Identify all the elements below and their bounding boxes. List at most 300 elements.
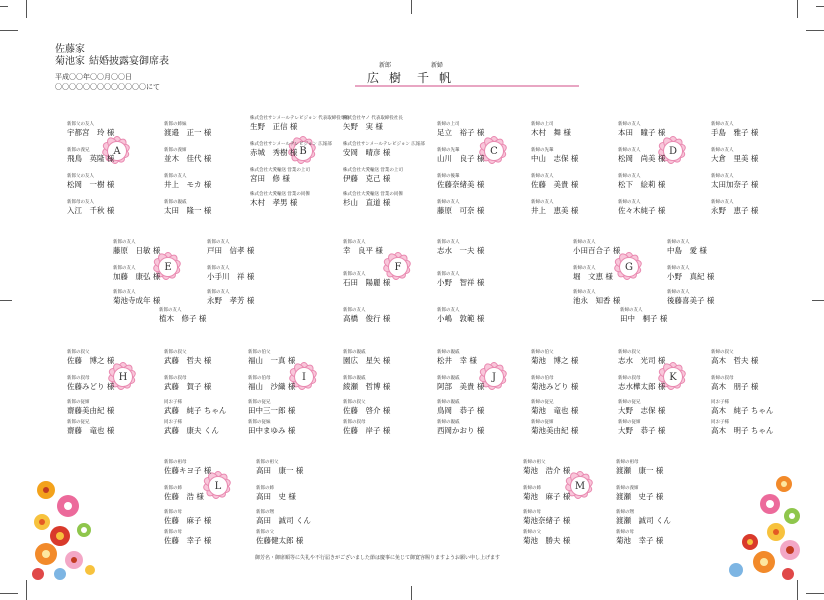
guest-name: 中島 愛 様 (667, 246, 707, 255)
guest-entry (437, 174, 529, 189)
guest-title: 新郎父の友人 (67, 122, 94, 127)
guest-entry (164, 510, 256, 525)
guest-title: 新郎の叔母 (343, 420, 366, 425)
guest-entry (711, 420, 803, 435)
guest-entry (343, 350, 435, 365)
guest-title: 株式会社サンメールテレビジョン 広報部 (343, 142, 425, 147)
guest-entry (343, 240, 435, 255)
guest-entry (113, 240, 205, 255)
table-label: M (570, 476, 590, 496)
guest-entry (616, 530, 708, 545)
guest-name: 松井 幸 様 (437, 356, 477, 365)
guest-title: 新郎の母 (164, 510, 182, 515)
guest-entry (343, 420, 435, 435)
guest-name: 佐藤 美貴 様 (531, 180, 579, 189)
guest-title: 新郎の友人 (207, 240, 230, 245)
guest-name: 永野 孝芳 様 (207, 296, 255, 305)
guest-entry (67, 400, 159, 415)
guest-title: 新婦の上司 (531, 122, 554, 127)
guest-entry (343, 168, 435, 183)
guest-name: 菊池奈緒子 様 (523, 516, 571, 525)
guest-title: 新郎の友人 (343, 272, 366, 277)
guest-title: 新郎の友人 (113, 266, 136, 271)
guest-entry (250, 116, 350, 131)
guest-entry (343, 116, 435, 131)
guest-name: 宮田 修 様 (250, 174, 290, 183)
guest-entry (618, 200, 710, 215)
guest-entry (711, 148, 803, 163)
guest-name: 齋藤 竜也 様 (67, 426, 115, 435)
guest-entry (159, 308, 251, 323)
guest-entry (618, 420, 710, 435)
guest-entry (531, 200, 623, 215)
guest-name: 高木 明子 ちゃん (711, 426, 774, 435)
guest-entry (523, 460, 615, 475)
guest-title: 新郎の友人 (164, 174, 187, 179)
guest-title: 新婦の友人 (620, 308, 643, 313)
guest-entry (250, 168, 342, 183)
guest-entry (164, 400, 256, 415)
guest-title: 新婦の親戚 (437, 420, 460, 425)
guest-entry (531, 420, 623, 435)
guest-title: 新郎の伯父 (248, 350, 271, 355)
crop-mark (797, 0, 798, 18)
crop-mark (816, 6, 824, 7)
guest-name: 加藤 康弘 様 (113, 272, 161, 281)
guest-entry (531, 400, 623, 415)
guest-title: 新婦の先輩 (531, 148, 554, 153)
guest-name: 小野 真紀 様 (667, 272, 715, 281)
guest-entry (207, 290, 299, 305)
guest-name: 太田加奈子 様 (711, 180, 759, 189)
guest-title: 新婦の友人 (618, 148, 641, 153)
guest-entry (248, 376, 340, 391)
guest-entry (250, 192, 342, 207)
guest-name: 高木 朋子 様 (711, 382, 759, 391)
guest-name: 菊池 浩介 様 (523, 466, 571, 475)
guest-name: 菊池美由紀 様 (531, 426, 579, 435)
guest-entry (256, 486, 348, 501)
guest-name: 田中まゆみ 様 (248, 426, 296, 435)
guest-title: 同お子様 (164, 420, 182, 425)
guest-title: 新郎の姉妹 (164, 122, 187, 127)
guest-entry (343, 376, 435, 391)
guest-name: 藤原 可奈 様 (437, 206, 485, 215)
guest-title: 新郎の父 (256, 530, 274, 535)
guest-title: 新婦の友人 (711, 122, 734, 127)
guest-entry (67, 350, 159, 365)
guest-title: 新婦の友人 (618, 200, 641, 205)
footer-note: 御芳名・御席順等に失礼や不行届きがございました節は慶事に免じて御寛容賜りますようお願い申し上げます (255, 555, 501, 561)
guest-entry (618, 400, 710, 415)
guest-name: 戸田 信孝 様 (207, 246, 255, 255)
crop-mark (0, 30, 18, 31)
guest-entry (164, 148, 256, 163)
guest-entry (437, 272, 529, 287)
guest-name: 佐藤奈緒美 様 (437, 180, 485, 189)
guest-entry (711, 376, 803, 391)
guest-title: 新婦の母 (523, 510, 541, 515)
guest-title: 新婦の叔母 (618, 376, 641, 381)
guest-title: 新婦の友人 (573, 266, 596, 271)
table-label: D (663, 141, 683, 161)
guest-title: 株式会社ヤノ 代表取締役社長 (343, 116, 403, 121)
guest-entry (207, 266, 299, 281)
table-label: H (113, 367, 133, 387)
guest-entry (711, 400, 803, 415)
document-title: 結婚披露宴御席表 (89, 56, 169, 67)
guest-title: 新婦の友人 (711, 148, 734, 153)
guest-name: 幸 良平 様 (343, 246, 383, 255)
guest-entry (343, 308, 435, 323)
guest-name: 菊池 勝夫 様 (523, 536, 571, 545)
guest-entry (523, 486, 615, 501)
guest-title: 株式会社大愛輸送 営業の上司 (343, 168, 403, 173)
guest-name: 佐藤 岸子 様 (343, 426, 391, 435)
guest-name: 木村 孝男 様 (250, 198, 298, 207)
guest-entry (437, 122, 529, 137)
guest-title: 新婦の友人 (667, 266, 690, 271)
guest-entry (711, 174, 803, 189)
guest-title: 新郎の叔母 (67, 376, 90, 381)
guest-name: 井上 モカ 様 (164, 180, 212, 189)
guest-title: 新婦の友人 (573, 290, 596, 295)
guest-name: 小田百合子 様 (573, 246, 621, 255)
crop-mark (812, 300, 824, 301)
guest-name: 佐藤 幸子 様 (164, 536, 212, 545)
guest-name: 佐藤 浩 様 (164, 492, 204, 501)
guest-entry (618, 148, 710, 163)
guest-title: 新婦の祖母 (616, 460, 639, 465)
guest-title: 新郎の従妹 (248, 420, 271, 425)
guest-title: 新郎の親戚 (343, 350, 366, 355)
guest-name: 大野 恭子 様 (618, 426, 666, 435)
guest-entry (207, 240, 299, 255)
guest-name: 菊池寺成年 様 (113, 296, 161, 305)
guest-title: 同お子様 (164, 400, 182, 405)
guest-name: 高木 哲夫 様 (711, 356, 759, 365)
guest-entry (248, 420, 340, 435)
guest-title: 新郎の親戚 (164, 200, 187, 205)
guest-title: 新郎の姉 (256, 486, 274, 491)
flower-decoration-right (722, 470, 802, 580)
guest-name: 安岡 晴彦 様 (343, 148, 391, 157)
guest-entry (573, 240, 665, 255)
guest-entry (164, 530, 256, 545)
guest-name: 後藤喜美子 様 (667, 296, 715, 305)
guest-title: 株式会社大愛輸送 営業の上司 (250, 168, 310, 173)
guest-title: 株式会社サンメールテレビジョン 広報部 (250, 142, 332, 147)
guest-name: 並木 佳代 様 (164, 154, 212, 163)
guest-title: 新婦の親戚 (437, 400, 460, 405)
guest-entry (573, 290, 665, 305)
guest-name: 井上 恵美 様 (531, 206, 579, 215)
guest-name: 池永 知香 様 (573, 296, 621, 305)
guest-name: 佐々木純子 様 (618, 206, 666, 215)
guest-name: 武藤 康夫 くん (164, 426, 219, 435)
guest-name: 植木 修子 様 (159, 314, 207, 323)
guest-entry (343, 400, 435, 415)
crop-mark (411, 0, 412, 14)
guest-name: 足立 裕子 様 (437, 128, 485, 137)
guest-name: 福山 沙織 様 (248, 382, 296, 391)
crop-mark (806, 30, 824, 31)
guest-name: 手島 雅子 様 (711, 128, 759, 137)
guest-entry (437, 200, 529, 215)
guest-entry (437, 350, 529, 365)
guest-title: 新郎の義姉 (164, 148, 187, 153)
guest-title: 新婦の伯父 (531, 350, 554, 355)
guest-name: 志水樺太郎 様 (618, 382, 666, 391)
guest-entry (67, 200, 159, 215)
guest-entry (531, 148, 623, 163)
guest-name: 菊池 幸子 様 (616, 536, 664, 545)
guest-entry (250, 142, 342, 157)
guest-title: 新郎の友人 (113, 240, 136, 245)
guest-entry (523, 530, 615, 545)
guest-name: 大野 志保 様 (618, 406, 666, 415)
guest-title: 新婦の父 (523, 530, 541, 535)
guest-title: 新郎の友人 (113, 290, 136, 295)
guest-entry (164, 200, 256, 215)
table-label: B (293, 141, 313, 161)
couple-underline (355, 85, 579, 87)
guest-name: 高田 康一 様 (256, 466, 304, 475)
guest-name: 志水 一夫 様 (437, 246, 485, 255)
guest-title: 新郎母の友人 (67, 200, 94, 205)
guest-entry (164, 460, 256, 475)
guest-title: 新郎の従兄 (67, 420, 90, 425)
guest-name: 佐藤みどり 様 (67, 382, 115, 391)
crop-mark (0, 300, 12, 301)
guest-title: 同お子様 (711, 420, 729, 425)
guest-entry (573, 266, 665, 281)
guest-title: 新郎の従姉 (67, 400, 90, 405)
guest-title: 新郎の伯母 (248, 376, 271, 381)
guest-title: 新婦の義姉 (616, 486, 639, 491)
guest-title: 新婦の友人 (618, 174, 641, 179)
guest-name: 園広 星矢 様 (343, 356, 391, 365)
guest-entry (711, 350, 803, 365)
guest-name: 菊池 麻子 様 (523, 492, 571, 501)
guest-title: 新婦の祖父 (523, 460, 546, 465)
guest-name: 渡瀬 誠司 くん (616, 516, 671, 525)
guest-title: 新婦の先輩 (437, 148, 460, 153)
guest-name: 佐藤 啓介 様 (343, 406, 391, 415)
guest-entry (164, 122, 256, 137)
guest-name: 伊藤 克己 様 (343, 174, 391, 183)
guest-entry (531, 350, 623, 365)
guest-name: 佐藤キヨ子 様 (164, 466, 212, 475)
table-label: F (388, 257, 408, 277)
guest-name: 阿部 美貴 様 (437, 382, 485, 391)
guest-name: 高木 純子 ちゃん (711, 406, 774, 415)
guest-entry (343, 272, 435, 287)
guest-entry (531, 122, 623, 137)
guest-name: 堀 文恵 様 (573, 272, 613, 281)
guest-entry (711, 122, 803, 137)
guest-name: 本田 瞳子 様 (618, 128, 666, 137)
guest-name: 菊池 竜也 様 (531, 406, 579, 415)
guest-title: 同お子様 (711, 400, 729, 405)
guest-title: 新郎の友人 (207, 290, 230, 295)
table-label: J (484, 367, 504, 387)
flower-decoration-left (30, 470, 100, 580)
guest-title: 株式会社大愛輸送 営業の同僚 (343, 192, 403, 197)
guest-entry (164, 174, 256, 189)
guest-title: 株式会社サンメールテレビジョン 代表取締役専務 (250, 116, 350, 121)
family-name-1: 佐藤家 (55, 44, 85, 55)
event-date: 平成〇〇年〇〇月〇〇日 (55, 73, 132, 81)
guest-name: 松岡 一樹 様 (67, 180, 115, 189)
guest-name: 杉山 直道 様 (343, 198, 391, 207)
guest-entry (67, 420, 159, 435)
guest-entry (523, 510, 615, 525)
guest-name: 武藤 賀子 様 (164, 382, 212, 391)
guest-entry (67, 148, 159, 163)
guest-name: 菊池みどり 様 (531, 382, 579, 391)
guest-entry (113, 290, 205, 305)
guest-title: 新郎の叔父 (67, 350, 90, 355)
table-label: C (484, 141, 504, 161)
guest-title: 新婦の友人 (531, 174, 554, 179)
guest-name: 綾瀬 哲博 様 (343, 382, 391, 391)
guest-entry (616, 510, 708, 525)
table-label: L (208, 476, 228, 496)
guest-entry (437, 240, 529, 255)
guest-entry (164, 420, 256, 435)
guest-entry (256, 460, 348, 475)
guest-title: 新郎の姉 (164, 486, 182, 491)
guest-entry (164, 376, 256, 391)
guest-name: 山川 良子 様 (437, 154, 485, 163)
guest-name: 福山 一真 様 (248, 356, 296, 365)
guest-title: 新郎の叔父 (343, 400, 366, 405)
guest-entry (343, 192, 435, 207)
crop-mark (0, 593, 18, 594)
guest-name: 石田 陽麗 様 (343, 278, 391, 287)
guest-name: 菊池 博之 様 (531, 356, 579, 365)
guest-title: 新婦の友人 (667, 290, 690, 295)
guest-entry (343, 142, 435, 157)
guest-title: 新郎の義兄 (67, 148, 90, 153)
guest-entry (711, 200, 803, 215)
guest-name: 田中 桐子 様 (620, 314, 668, 323)
guest-entry (618, 174, 710, 189)
crop-mark (806, 593, 824, 594)
guest-title: 新婦の友人 (531, 200, 554, 205)
guest-name: 渡邉 正一 様 (164, 128, 212, 137)
guest-name: 武藤 哲夫 様 (164, 356, 212, 365)
guest-name: 大倉 里美 様 (711, 154, 759, 163)
guest-entry (256, 530, 348, 545)
guest-name: 渡瀬 康一 様 (616, 466, 664, 475)
guest-title: 新郎の祖父 (256, 460, 279, 465)
guest-name: 飛鳥 英隆 様 (67, 154, 115, 163)
guest-title: 新婦の後輩 (437, 174, 460, 179)
guest-entry (113, 266, 205, 281)
guest-title: 新郎の友人 (207, 266, 230, 271)
guest-title: 新郎の叔母 (164, 376, 187, 381)
guest-name: 佐藤 麻子 様 (164, 516, 212, 525)
guest-name: 松下 絵莉 様 (618, 180, 666, 189)
guest-title: 新郎父の友人 (67, 174, 94, 179)
guest-name: 小嶋 敦範 様 (437, 314, 485, 323)
guest-title: 新郎の友人 (437, 240, 460, 245)
guest-title: 新婦の従兄 (618, 400, 641, 405)
guest-name: 渡瀬 史子 様 (616, 492, 664, 501)
guest-name: 齋藤美由紀 様 (67, 406, 115, 415)
guest-name: 中山 志保 様 (531, 154, 579, 163)
guest-entry (531, 174, 623, 189)
guest-title: 新郎の甥 (256, 510, 274, 515)
guest-name: 志水 光司 様 (618, 356, 666, 365)
guest-entry (248, 400, 340, 415)
guest-title: 新婦の友人 (618, 122, 641, 127)
guest-entry (437, 420, 529, 435)
guest-entry (667, 266, 759, 281)
guest-title: 新婦の叔父 (618, 350, 641, 355)
family-name-2: 菊池家 (55, 56, 85, 67)
guest-title: 新婦の親戚 (437, 376, 460, 381)
guest-name: 小野 智祥 様 (437, 278, 485, 287)
guest-name: 佐藤 博之 様 (67, 356, 115, 365)
guest-name: 生野 正信 様 (250, 122, 298, 131)
guest-name: 矢野 実 様 (343, 122, 383, 131)
guest-entry (164, 350, 256, 365)
guest-entry (616, 486, 708, 501)
guest-entry (531, 376, 623, 391)
guest-title: 新郎の友人 (437, 272, 460, 277)
bride-name: 千帆 (417, 71, 462, 85)
crop-mark (797, 580, 798, 600)
table-label: A (107, 141, 127, 161)
guest-title: 新郎の従兄 (248, 400, 271, 405)
guest-name: 佐藤健太郎 様 (256, 536, 304, 545)
guest-name: 松岡 尚美 様 (618, 154, 666, 163)
guest-entry (618, 350, 710, 365)
guest-title: 新婦の親戚 (437, 350, 460, 355)
table-label: E (158, 257, 178, 277)
guest-entry (616, 460, 708, 475)
guest-entry (437, 400, 529, 415)
table-label: G (619, 257, 639, 277)
guest-title: 新郎の友人 (159, 308, 182, 313)
guest-title: 新婦の友人 (437, 200, 460, 205)
guest-name: 永野 恵子 様 (711, 206, 759, 215)
guest-name: 赤城 秀樹 様 (250, 148, 298, 157)
guest-title: 新婦の叔母 (711, 376, 734, 381)
event-venue: 〇〇〇〇〇〇〇〇〇〇〇〇〇にて (55, 83, 160, 91)
guest-title: 新婦の伯母 (531, 376, 554, 381)
guest-title: 新郎の祖母 (164, 460, 187, 465)
groom-name: 広樹 (367, 71, 412, 85)
crop-mark (411, 586, 412, 600)
guest-entry (437, 148, 529, 163)
crop-mark (26, 0, 27, 18)
guest-title: 新婦の姉 (523, 486, 541, 491)
guest-title: 新婦の友人 (711, 174, 734, 179)
guest-title: 新婦の従姉 (618, 420, 641, 425)
guest-title: 新婦の母 (616, 530, 634, 535)
guest-entry (67, 122, 159, 137)
guest-title: 新婦の友人 (667, 240, 690, 245)
guest-title: 新郎の親戚 (343, 376, 366, 381)
guest-name: 木村 舞 様 (531, 128, 571, 137)
crop-mark (26, 580, 27, 600)
guest-title: 新婦の甥 (616, 510, 634, 515)
couple-header (367, 60, 567, 92)
